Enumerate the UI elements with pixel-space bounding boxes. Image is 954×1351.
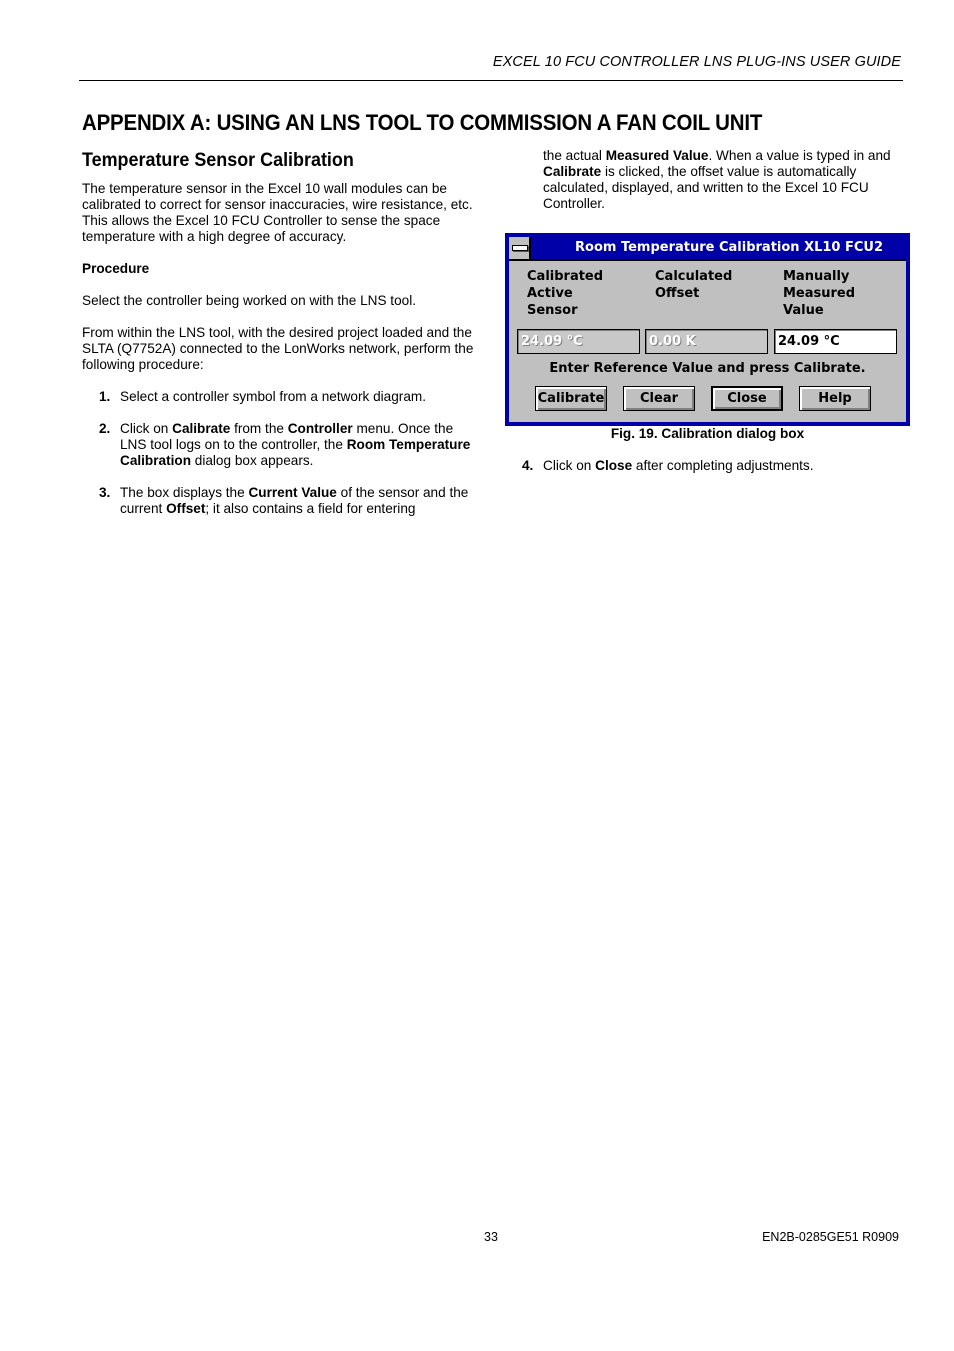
- header-rule: [79, 80, 903, 81]
- step-number: 1.: [99, 389, 111, 404]
- step-text: menu. Once the LNS tool logs on to the controller, the: [120, 421, 454, 452]
- document-code: EN2B-0285GE51 R0909: [762, 1230, 899, 1244]
- offset-term: Offset: [166, 501, 206, 516]
- offset-value-field: 0.00 K: [645, 329, 768, 354]
- calibrated-sensor-label: Calibrated Active Sensor: [527, 269, 604, 318]
- step-4: [505, 458, 948, 474]
- step-text: after completing adjustments.: [632, 458, 814, 473]
- calibrate-term: Calibrate: [543, 164, 602, 179]
- calibration-dialog: [505, 233, 910, 426]
- step-3: [82, 485, 477, 517]
- instruction-text: Enter Reference Value and press Calibrate.: [549, 361, 866, 376]
- step-text: ; it also contains a field for entering: [205, 501, 416, 516]
- dialog-title: Room Temperature Calibration XL10 FCU2: [575, 240, 884, 255]
- measured-value-input[interactable]: 24.09 °C: [774, 329, 897, 354]
- step-text: is clicked, the offset value is automatically calculated, displayed, and written to the Excel 10 FCU Controller.: [543, 164, 869, 211]
- close-button[interactable]: Close: [711, 386, 783, 411]
- current-value-term: Current Value: [248, 485, 337, 500]
- running-header: EXCEL 10 FCU CONTROLLER LNS PLUG-INS USER GUIDE: [492, 54, 901, 70]
- step-text: The box displays the: [120, 485, 249, 500]
- right-column: [505, 148, 910, 212]
- page-number: 33: [484, 1230, 498, 1244]
- section-title: Temperature Sensor Calibration: [82, 149, 354, 171]
- clear-button[interactable]: Clear: [623, 386, 695, 411]
- select-controller-paragraph: Select the controller being worked on with the LNS tool.: [82, 293, 416, 308]
- step-text: Select a controller symbol from a network diagram.: [120, 389, 426, 404]
- left-column: [82, 181, 477, 517]
- lns-tool-paragraph: From within the LNS tool, with the desired project loaded and the SLTA (Q7752A) connected to the LonWorks network, perform the following procedure:: [82, 325, 474, 372]
- step-number: 3.: [99, 485, 111, 500]
- measured-value-term: Measured Value: [605, 148, 709, 163]
- step-2: [82, 421, 477, 469]
- step-text: the actual: [543, 148, 606, 163]
- appendix-title: APPENDIX A: USING AN LNS TOOL TO COMMISSION A FAN COIL UNIT: [82, 110, 763, 135]
- measured-value-label: Manually Measured Value: [783, 269, 856, 318]
- step-number: 4.: [522, 458, 534, 473]
- step-3-continued: [505, 148, 910, 212]
- dialog-name-term: Room Temperature Calibration: [120, 437, 471, 468]
- system-menu-button[interactable]: [509, 237, 531, 259]
- step-text: dialog box appears.: [191, 453, 314, 468]
- calibrate-button[interactable]: Calibrate: [535, 386, 607, 411]
- step-1: [82, 389, 477, 405]
- sensor-value-field: 24.09 °C: [517, 329, 640, 354]
- step-text: Click on: [120, 421, 173, 436]
- intro-paragraph: The temperature sensor in the Excel 10 wall modules can be calibrated to correct for sensor inaccuracies, wire resistance, etc. This allows the Excel 10 FCU Controller to sense the space temperature with a high degree of accuracy.: [82, 181, 473, 244]
- procedure-heading: Procedure: [82, 261, 150, 276]
- controller-term: Controller: [287, 421, 353, 436]
- step-text: of the sensor and the current: [120, 485, 469, 516]
- dialog-titlebar[interactable]: [509, 237, 906, 261]
- step-text: . When a value is typed in and: [708, 148, 891, 163]
- calibrate-term: Calibrate: [172, 421, 231, 436]
- step-number: 2.: [99, 421, 111, 436]
- figure-caption: Fig. 19. Calibration dialog box: [610, 426, 805, 441]
- close-term: Close: [595, 458, 633, 473]
- step-text: Click on: [543, 458, 596, 473]
- calculated-offset-label: Calculated Offset: [655, 269, 733, 301]
- help-button[interactable]: Help: [799, 386, 871, 411]
- system-menu-icon: [512, 245, 528, 251]
- step-text: from the: [230, 421, 288, 436]
